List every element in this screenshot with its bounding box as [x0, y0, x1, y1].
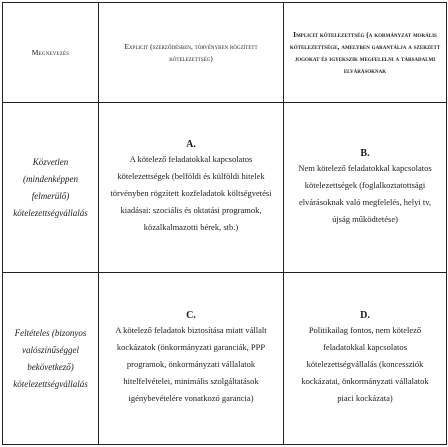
cell-text-d: Politikailag fontos, nem kötelező feladatokkal kapcsolatos kötelezettségvállalás (koncessziók kockázatai, önkormányzati vállalatok piaci kockázata)	[301, 325, 429, 403]
header-designation: Megnevezés	[3, 3, 99, 103]
cell-text-c: A kötelező feladatok biztosítása miatt vállalt kockázatok (önkormányzati garanciák, PPP programok, önkormányzati vállalatok hitelfelvételei, minimális szolgáltatások igénybevételére vonatkozó garancia)	[115, 325, 267, 403]
header-explicit: Explicit (szerződésben, törvényben rögzített kötelezettség)	[99, 3, 284, 103]
cell-text-b: Nem kötelező feladatokkal kapcsolatos kötelezettségek (foglalkoztatottsági elvárásoknak való megfelelés, helyi tv, újság működtetése)	[298, 162, 432, 224]
header-implicit: Implicit kötelezettség (a kormányzat morális kötelezettsége, amelyben garantálja a szerzett jogokat és igyekszik megfelelni a társadalmi elvárásoknak	[284, 3, 447, 103]
cell-a	[99, 103, 284, 273]
row-direct	[3, 103, 447, 273]
cell-letter-b: B.	[360, 147, 370, 159]
header-row	[3, 3, 447, 103]
cell-letter-c: C.	[186, 310, 196, 321]
cell-d	[284, 273, 447, 445]
obligations-table	[2, 2, 447, 445]
row-label-direct: Közvetlen (mindenképpen felmerülő) kötelezettségvállalás	[3, 103, 99, 273]
cell-letter-a: A.	[186, 139, 196, 150]
row-label-contingent: Feltételes (bizonyos valószínűséggel bekövetkező) kötelezettségvállalás	[3, 273, 99, 445]
cell-b	[284, 103, 447, 273]
cell-text-a: A kötelező feladatokkal kapcsolatos kötelezettségek (belföldi és külföldi hitelek törvényben rögzített kozfeladatok költségvetési kiadásai: szociális és oktatási programok, közalkalmazotti bérek, stb.)	[110, 154, 272, 232]
cell-letter-d: D.	[360, 310, 370, 321]
row-contingent	[3, 273, 447, 445]
cell-c	[99, 273, 284, 445]
